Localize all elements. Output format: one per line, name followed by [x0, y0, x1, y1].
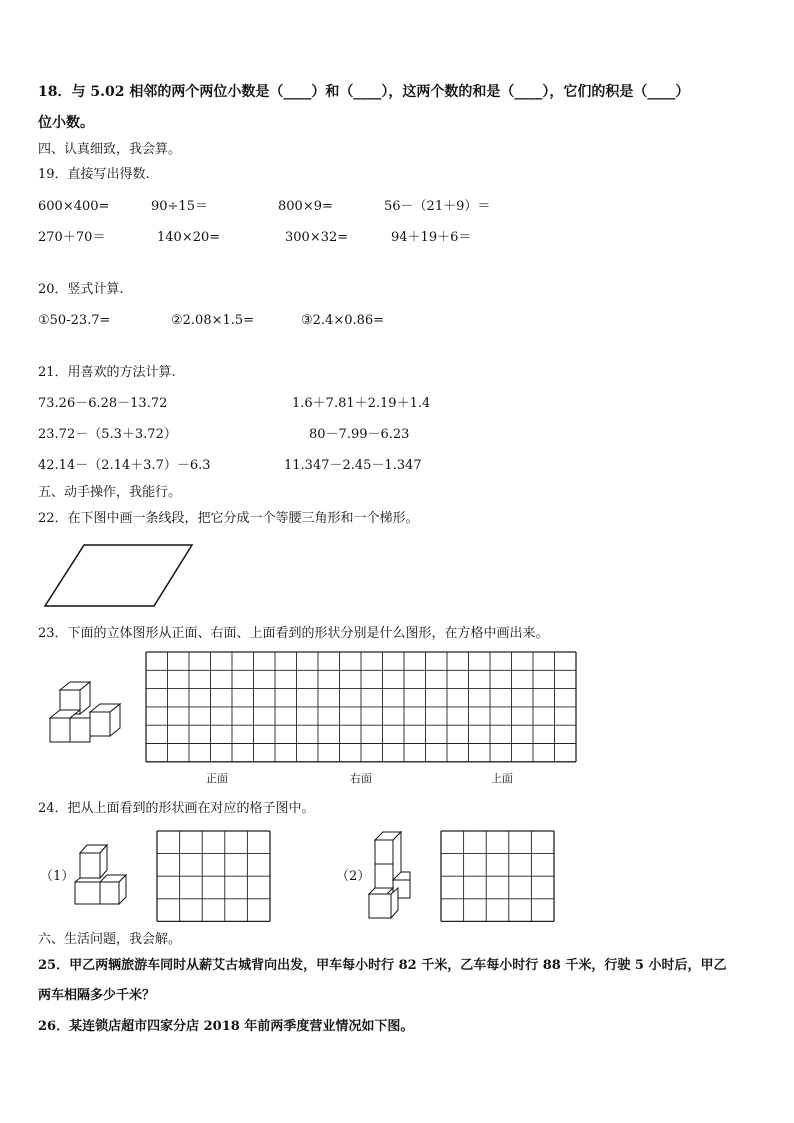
- q19-r1-c3: 800×9=: [278, 199, 333, 214]
- q19-r1-c4: 56－（21＋9）＝: [384, 199, 491, 214]
- q19-r2-c3: 300×32=: [285, 230, 349, 245]
- q19-r1-c1: 600×400=: [38, 199, 110, 214]
- q18-line2: 位小数。: [38, 115, 94, 131]
- q21-title: 21．用喜欢的方法计算.: [38, 365, 176, 380]
- q22-title: 22．在下图中画一条线段，把它分成一个等腰三角形和一个梯形。: [38, 511, 419, 526]
- q25-line2: 两车相隔多少千米？: [38, 988, 156, 1003]
- q21-left-2: 23.72－（5.3＋3.72）: [38, 427, 177, 442]
- q21-left-3: 42.14－（2.14＋3.7）－6.3: [38, 458, 211, 473]
- q21-right-1: 1.6＋7.81＋2.19＋1.4: [292, 396, 431, 411]
- q19-r1-c2: 90÷15＝: [151, 199, 208, 214]
- q18-line1: 18．与 5.02 相邻的两个两位小数是（____）和（____），这两个数的和是（____），它们的积是（____）: [38, 84, 690, 100]
- q24-label-1: （1）: [40, 869, 75, 884]
- q21-left-1: 73.26－6.28－13.72: [38, 396, 168, 411]
- section-5-heading: 五、动手操作，我能行。: [38, 485, 182, 500]
- section-4-heading: 四、认真细致，我会算。: [38, 142, 182, 157]
- q20-title: 20．竖式计算.: [38, 282, 124, 297]
- q20-item-2: ②2.08×1.5=: [171, 313, 255, 328]
- q25-line1: 25．甲乙两辆旅游车同时从薪艾古城背向出发，甲车每小时行 82 千米，乙车每小时行 88 千米，行驶 5 小时后，甲乙: [38, 958, 727, 973]
- q21-right-3: 11.347－2.45－1.347: [284, 458, 422, 473]
- q23-label-top: 上面: [491, 772, 513, 785]
- q21-right-2: 80－7.99－6.23: [309, 427, 410, 442]
- section-6-heading: 六、生活问题，我会解。: [38, 932, 182, 947]
- q20-item-3: ③2.4×0.86=: [301, 313, 385, 328]
- q20-item-1: ①50-23.7=: [38, 313, 111, 328]
- q24-label-2: （2）: [336, 869, 371, 884]
- q23-title: 23．下面的立体图形从正面、右面、上面看到的形状分别是什么图形，在方格中画出来。: [38, 626, 549, 641]
- q19-r2-c4: 94＋19＋6＝: [391, 230, 472, 245]
- q24-title: 24．把从上面看到的形状画在对应的格子图中。: [38, 801, 315, 816]
- q19-r2-c2: 140×20=: [157, 230, 221, 245]
- q19-title: 19．直接写出得数.: [38, 167, 150, 182]
- q19-r2-c1: 270＋70＝: [38, 230, 106, 245]
- q26-title: 26．某连锁店超市四家分店 2018 年前两季度营业情况如下图。: [38, 1019, 414, 1034]
- q23-label-right: 右面: [350, 772, 372, 785]
- q23-label-front: 正面: [206, 772, 228, 785]
